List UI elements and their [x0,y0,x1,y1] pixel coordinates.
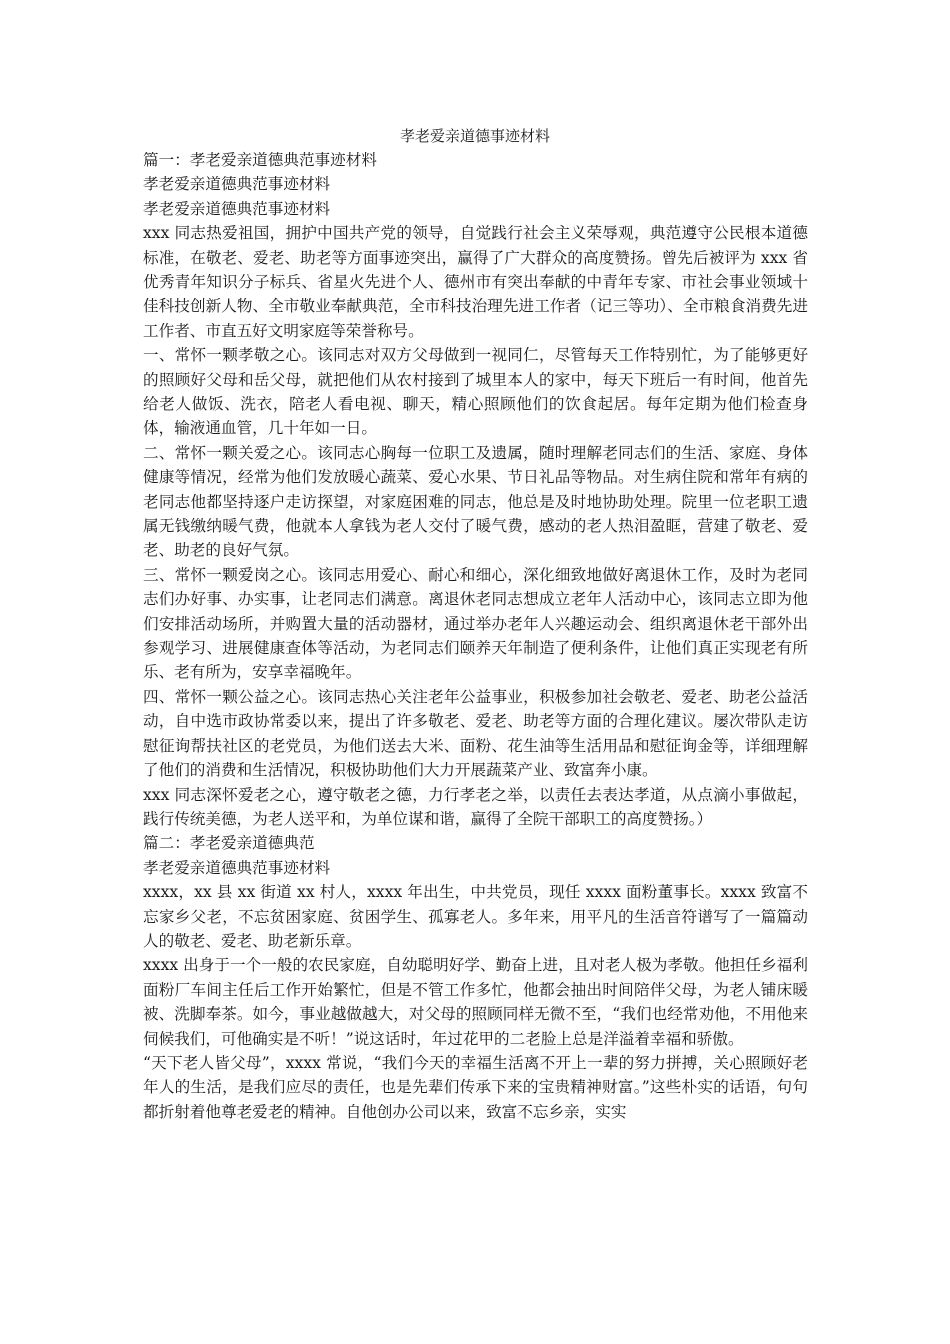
paragraph: 一、常怀一颗孝敬之心。该同志对双方父母做到一视同仁，尽管每天工作特别忙，为了能够更好的照顾好父母和岳父母，就把他们从农村接到了城里本人的家中，每天下班后一有时间，他首先给老人做饭、洗衣，陪老人看电视、聊天，精心照顾他们的饮食起居。每年定期为他们检查身体，输液通血管，几十年如一日。 [143,346,808,438]
document-title: 孝老爱亲道德事迹材料 [399,127,550,145]
subheading: 孝老爱亲道德典范事迹材料 [143,858,331,877]
document-body [143,148,808,1124]
subheading: 孝老爱亲道德典范事迹材料 [143,175,331,194]
paragraph: “天下老人皆父母”，xxxx 常说，“我们今天的幸福生活离不开上一辈的努力拼搏，关心照顾好老年人的生活，是我们应尽的责任，也是先辈们传承下来的宝贵精神财富。”这些朴实的话语，句句都折射着他尊老爱老的精神。自他创办公司以来，致富不忘乡亲，实实 [143,1053,808,1121]
section-heading-2: 篇二：孝老爱亲道德典范 [143,834,315,853]
paragraph: 三、常怀一颗爱岗之心。该同志用爱心、耐心和细心，深化细致地做好离退休工作，及时为老同志们办好事、办实事，让老同志们满意。离退休老同志想成立老年人活动中心，该同志立即为他们安排活动场所，并购置大量的活动器材，通过举办老年人兴趣运动会、组织离退休老干部外出参观学习、进展健康查体等活动，为老同志们颐养天年制造了便利条件，让他们真正实现老有所乐、老有所为，安享幸福晚年。 [143,565,808,682]
paragraph: xxxx，xx 县 xx 街道 xx 村人，xxxx 年出生，中共党员，现任 xxxx 面粉董事长。xxxx 致富不忘家乡父老，不忘贫困家庭、贫困学生、孤寡老人。多年来，用平凡的生活音符谱写了一篇篇动人的敬老、爱老、助老新乐章。 [143,883,808,950]
section-heading-1: 篇一：孝老爱亲道德典范事迹材料 [143,151,377,169]
subheading: 孝老爱亲道德典范事迹材料 [143,199,331,218]
paragraph: 四、常怀一颗公益之心。该同志热心关注老年公益事业，积极参加社会敬老、爱老、助老公益活动，自中选市政协常委以来，提出了许多敬老、爱老、助老等方面的合理化建议。屡次带队走访慰征询帮扶社区的老党员，为他们送去大米、面粉、花生油等生活用品和慰征询金等，详细理解了他们的消费和生活情况，积极协助他们大力开展蔬菜产业、致富奔小康。 [143,687,808,780]
paragraph: 二、常怀一颗关爱之心。该同志心胸每一位职工及遗属，随时理解老同志们的生活、家庭、身体健康等情况，经常为他们发放暖心蔬菜、爱心水果、节日礼品等物品。对生病住院和常年有病的老同志他都坚持逐户走访探望，对家庭困难的同志，他总是及时地协助处理。院里一位老职工遗属无钱缴纳暖气费，他就本人拿钱为老人交付了暖气费，感动的老人热泪盈眶，营建了敬老、爱老、助老的良好气氛。 [143,443,808,560]
paragraph: xxx 同志热爱祖国，拥护中国共产党的领导，自觉践行社会主义荣辱观，典范遵守公民根本道德标准，在敬老、爱老、助老等方面事迹突出，赢得了广大群众的高度赞扬。曾先后被评为 xxx 省优秀青年知识分子标兵、省星火先进个人、德州市有突出奉献的中青年专家、市社会事业领域十佳科技创新人物、全市敬业奉献典范，全市科技治理先进工作者（记三等功）、全市粮食消费先进工作者、市直五好文明家庭等荣誉称号。 [143,224,808,340]
paragraph: xxxx 出身于一个一般的农民家庭，自幼聪明好学、勤奋上进，且对老人极为孝敬。他担任乡福利面粉厂车间主任后工作开始繁忙，但是不管工作多忙，他都会抽出时间陪伴父母，为老人铺床暖被、洗脚奉茶。如今，事业越做越大，对父母的照顾同样无微不至，“我们也经常劝他，不用他来伺候我们，可他确实是不听！”说这话时，年过花甲的二老脸上总是洋溢着幸福和骄傲。 [143,956,808,1048]
paragraph: xxx 同志深怀爱老之心，遵守敬老之德，力行孝老之举，以责任去表达孝道，从点滴小事做起，践行传统美德，为老人送平和，为单位谋和谐，赢得了全院干部职工的高度赞扬。） [143,785,808,828]
